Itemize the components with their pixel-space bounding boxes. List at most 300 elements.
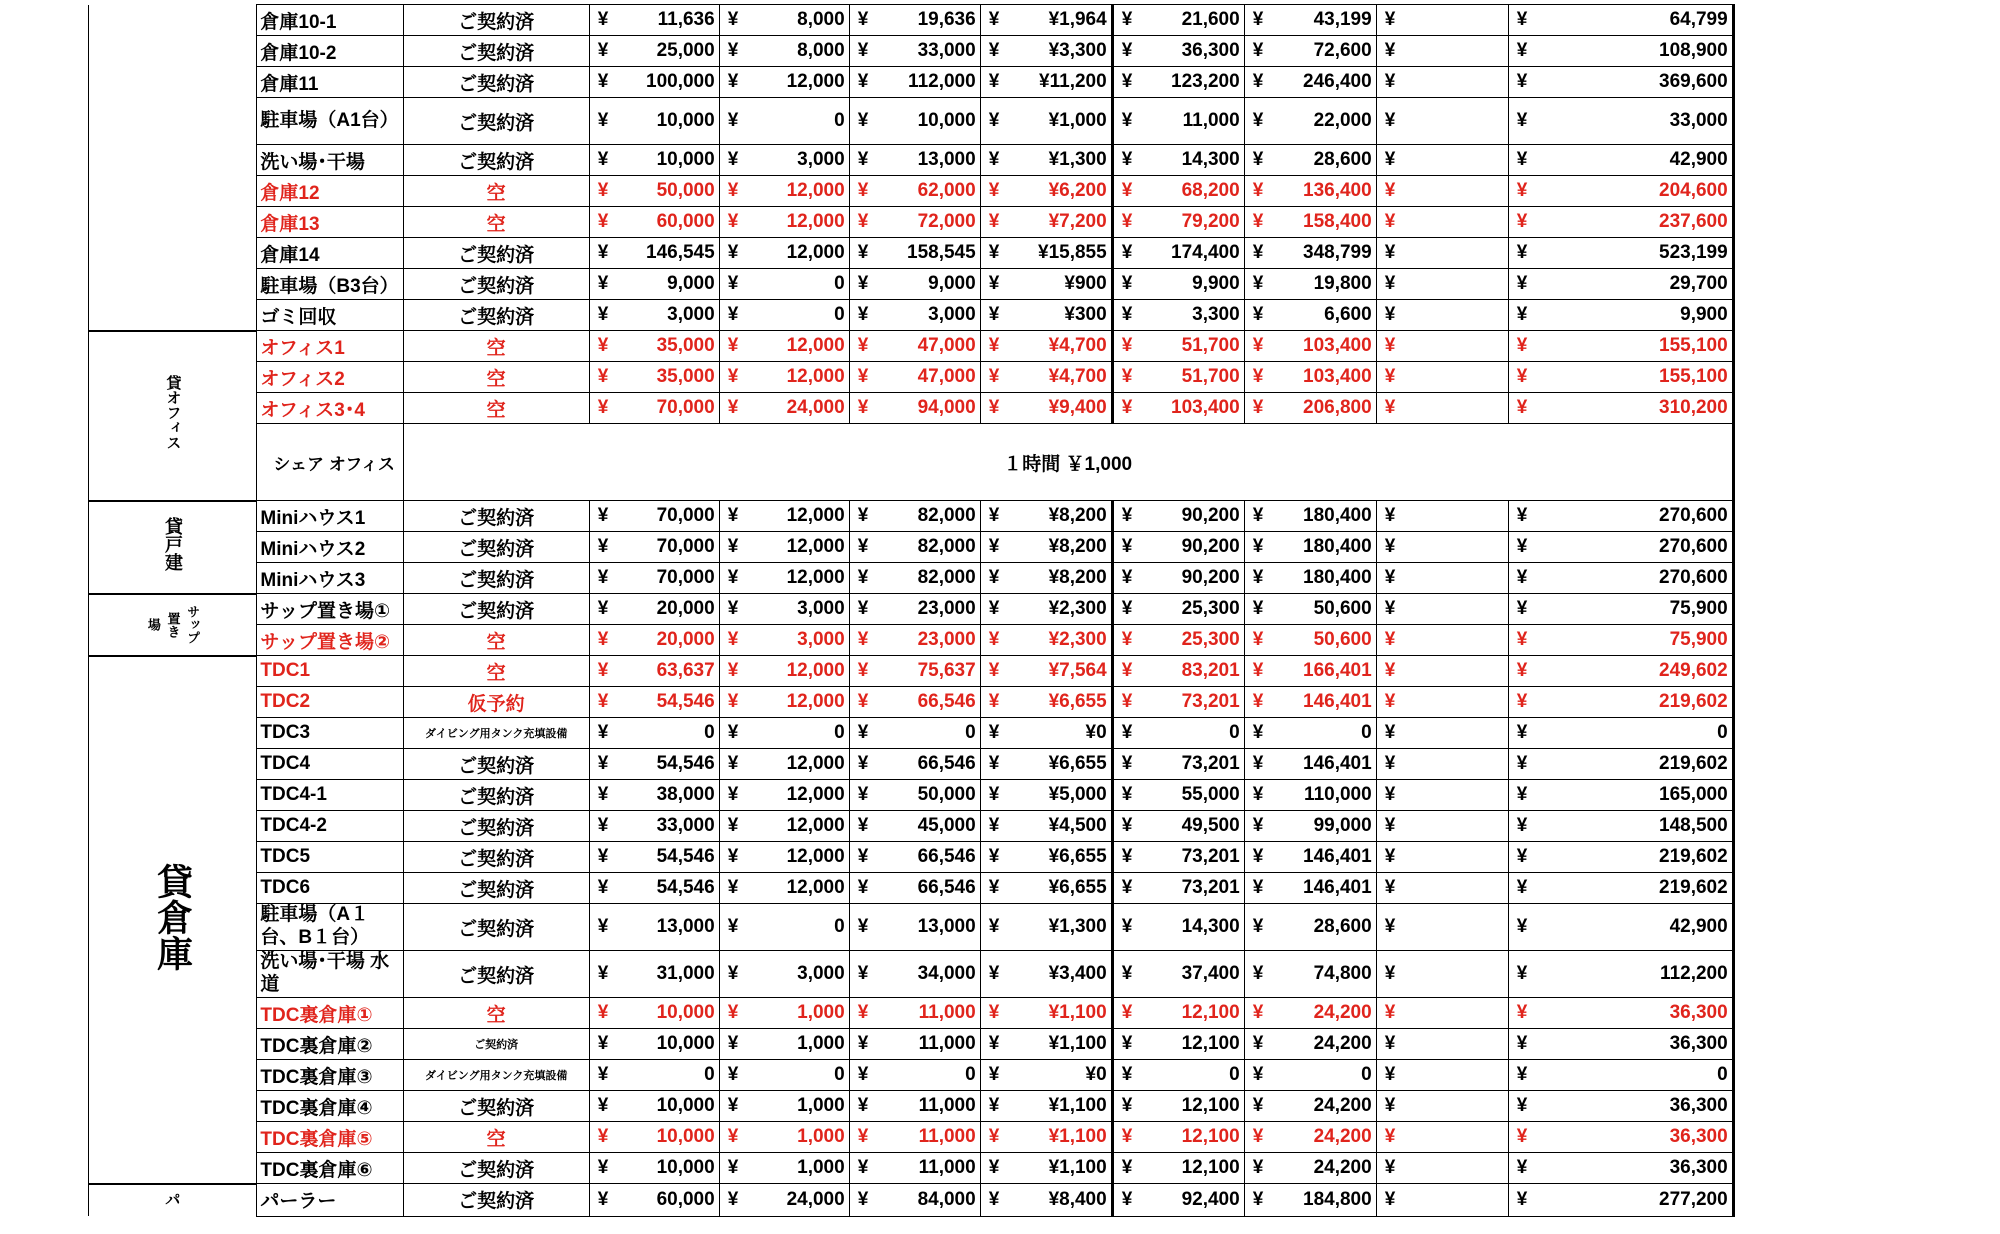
amount-cell	[1406, 1060, 1508, 1091]
yen-sign: ¥	[589, 656, 619, 687]
contract-status: 空	[403, 998, 589, 1029]
yen-sign: ¥	[1508, 625, 1538, 656]
amount-cell: 523,199	[1538, 238, 1733, 269]
yen-sign: ¥	[589, 67, 619, 98]
amount-cell: 270,600	[1538, 563, 1733, 594]
amount-cell: ¥3,400	[1010, 951, 1112, 998]
yen-sign: ¥	[849, 687, 879, 718]
table-row	[89, 1060, 1734, 1091]
yen-sign: ¥	[1508, 176, 1538, 207]
amount-cell: 103,400	[1274, 362, 1376, 393]
amount-cell: 50,000	[619, 176, 719, 207]
amount-cell: 219,602	[1538, 749, 1733, 780]
amount-cell: ¥1,100	[1010, 1153, 1112, 1184]
amount-cell	[1406, 687, 1508, 718]
yen-sign: ¥	[589, 300, 619, 331]
table-row	[89, 5, 1734, 36]
yen-sign: ¥	[1508, 67, 1538, 98]
yen-sign: ¥	[589, 5, 619, 36]
property-name: 洗い場･干場	[257, 145, 403, 176]
contract-status: ご契約済	[403, 873, 589, 904]
yen-sign: ¥	[719, 951, 749, 998]
yen-sign: ¥	[849, 1060, 879, 1091]
yen-sign: ¥	[1244, 1122, 1274, 1153]
table-row	[89, 718, 1734, 749]
amount-cell: 12,000	[749, 67, 849, 98]
table-row	[89, 269, 1734, 300]
yen-sign: ¥	[1508, 780, 1538, 811]
amount-cell: 70,000	[619, 393, 719, 424]
table-row	[89, 393, 1734, 424]
yen-sign: ¥	[1244, 269, 1274, 300]
amount-cell: 10,000	[879, 98, 980, 145]
amount-cell	[1406, 5, 1508, 36]
amount-cell: 14,300	[1142, 145, 1244, 176]
yen-sign: ¥	[849, 904, 879, 951]
amount-cell: 28,600	[1274, 145, 1376, 176]
yen-sign: ¥	[1112, 904, 1142, 951]
yen-sign: ¥	[1112, 656, 1142, 687]
amount-cell: 64,799	[1538, 5, 1733, 36]
amount-cell: 12,000	[749, 842, 849, 873]
yen-sign: ¥	[1508, 842, 1538, 873]
amount-cell: ¥6,200	[1010, 176, 1112, 207]
amount-cell	[1406, 625, 1508, 656]
amount-cell: 1,000	[749, 1029, 849, 1060]
amount-cell	[1406, 176, 1508, 207]
amount-cell: 12,000	[749, 687, 849, 718]
yen-sign: ¥	[719, 1029, 749, 1060]
amount-cell: 51,700	[1142, 362, 1244, 393]
yen-sign: ¥	[589, 207, 619, 238]
amount-cell: 21,600	[1142, 5, 1244, 36]
yen-sign: ¥	[849, 145, 879, 176]
yen-sign: ¥	[1376, 687, 1406, 718]
amount-cell: 73,201	[1142, 749, 1244, 780]
amount-cell: 82,000	[879, 563, 980, 594]
property-name: TDC裏倉庫③	[257, 1060, 403, 1091]
amount-cell: 63,637	[619, 656, 719, 687]
amount-cell: 9,900	[1142, 269, 1244, 300]
amount-cell: 23,000	[879, 625, 980, 656]
share-office-price: １時間 ￥1,000	[403, 424, 1733, 501]
property-name: 倉庫11	[257, 67, 403, 98]
yen-sign: ¥	[1376, 501, 1406, 532]
yen-sign: ¥	[1376, 67, 1406, 98]
yen-sign: ¥	[1376, 904, 1406, 951]
amount-cell: 47,000	[879, 362, 980, 393]
amount-cell: ¥4,700	[1010, 331, 1112, 362]
share-office-row	[89, 424, 1734, 501]
yen-sign: ¥	[589, 998, 619, 1029]
yen-sign: ¥	[849, 393, 879, 424]
amount-cell	[1406, 811, 1508, 842]
amount-cell: 42,900	[1538, 904, 1733, 951]
amount-cell: 92,400	[1142, 1184, 1244, 1217]
yen-sign: ¥	[1376, 594, 1406, 625]
yen-sign: ¥	[719, 687, 749, 718]
amount-cell: 11,000	[879, 998, 980, 1029]
amount-cell: 66,546	[879, 749, 980, 780]
amount-cell: 1,000	[749, 998, 849, 1029]
yen-sign: ¥	[849, 98, 879, 145]
contract-status: 空	[403, 1122, 589, 1153]
amount-cell: 36,300	[1538, 1091, 1733, 1122]
category-warehouse	[89, 656, 257, 1184]
yen-sign: ¥	[1508, 300, 1538, 331]
amount-cell: 10,000	[619, 1091, 719, 1122]
amount-cell	[1406, 36, 1508, 67]
amount-cell: 35,000	[619, 362, 719, 393]
yen-sign: ¥	[1376, 873, 1406, 904]
yen-sign: ¥	[1376, 1153, 1406, 1184]
yen-sign: ¥	[1112, 563, 1142, 594]
yen-sign: ¥	[1112, 780, 1142, 811]
amount-cell: 12,100	[1142, 1091, 1244, 1122]
yen-sign: ¥	[1244, 1091, 1274, 1122]
amount-cell	[1406, 749, 1508, 780]
table-row	[89, 904, 1734, 951]
amount-cell: 0	[1142, 1060, 1244, 1091]
amount-cell	[1406, 331, 1508, 362]
amount-cell: 1,000	[749, 1122, 849, 1153]
amount-cell: 0	[749, 904, 849, 951]
amount-cell: 155,100	[1538, 331, 1733, 362]
amount-cell: 75,900	[1538, 594, 1733, 625]
contract-status: ダイビング用タンク充填設備	[403, 718, 589, 749]
yen-sign: ¥	[1508, 269, 1538, 300]
amount-cell: 246,400	[1274, 67, 1376, 98]
amount-cell: 146,401	[1274, 842, 1376, 873]
yen-sign: ¥	[849, 811, 879, 842]
amount-cell: 25,300	[1142, 625, 1244, 656]
yen-sign: ¥	[719, 563, 749, 594]
yen-sign: ¥	[980, 951, 1010, 998]
yen-sign: ¥	[980, 145, 1010, 176]
contract-status: ご契約済	[403, 811, 589, 842]
property-name: サップ置き場①	[257, 594, 403, 625]
yen-sign: ¥	[1508, 749, 1538, 780]
amount-cell: 277,200	[1538, 1184, 1733, 1217]
contract-status: ご契約済	[403, 5, 589, 36]
amount-cell: 19,636	[879, 5, 980, 36]
amount-cell: ¥1,100	[1010, 1122, 1112, 1153]
yen-sign: ¥	[719, 1153, 749, 1184]
amount-cell: 9,000	[619, 269, 719, 300]
yen-sign: ¥	[719, 98, 749, 145]
amount-cell: 24,200	[1274, 1122, 1376, 1153]
yen-sign: ¥	[719, 811, 749, 842]
yen-sign: ¥	[1508, 98, 1538, 145]
property-name: ゴミ回収	[257, 300, 403, 331]
amount-cell: 72,600	[1274, 36, 1376, 67]
yen-sign: ¥	[1508, 998, 1538, 1029]
amount-cell: 82,000	[879, 501, 980, 532]
amount-cell	[1406, 1029, 1508, 1060]
amount-cell: 68,200	[1142, 176, 1244, 207]
yen-sign: ¥	[1508, 501, 1538, 532]
yen-sign: ¥	[1376, 951, 1406, 998]
amount-cell: 49,500	[1142, 811, 1244, 842]
contract-status: ご契約済	[403, 749, 589, 780]
yen-sign: ¥	[1376, 393, 1406, 424]
property-name: 倉庫12	[257, 176, 403, 207]
yen-sign: ¥	[1508, 904, 1538, 951]
property-name: Miniハウス1	[257, 501, 403, 532]
contract-status: ご契約済	[403, 269, 589, 300]
yen-sign: ¥	[849, 331, 879, 362]
category-label: サップ	[185, 605, 201, 644]
yen-sign: ¥	[589, 1060, 619, 1091]
property-name: 倉庫10-1	[257, 5, 403, 36]
yen-sign: ¥	[1244, 811, 1274, 842]
amount-cell: 11,000	[1142, 98, 1244, 145]
yen-sign: ¥	[1112, 362, 1142, 393]
amount-cell: ¥4,500	[1010, 811, 1112, 842]
amount-cell: ¥6,655	[1010, 842, 1112, 873]
table-row	[89, 532, 1734, 563]
yen-sign: ¥	[589, 362, 619, 393]
amount-cell: 0	[749, 300, 849, 331]
contract-status: ご契約済	[403, 594, 589, 625]
contract-status: 空	[403, 331, 589, 362]
amount-cell: 90,200	[1142, 532, 1244, 563]
amount-cell: ¥8,200	[1010, 532, 1112, 563]
amount-cell: ¥6,655	[1010, 687, 1112, 718]
amount-cell: 33,000	[1538, 98, 1733, 145]
amount-cell: 0	[619, 718, 719, 749]
yen-sign: ¥	[1244, 501, 1274, 532]
amount-cell: 35,000	[619, 331, 719, 362]
property-name: オフィス3･4	[257, 393, 403, 424]
yen-sign: ¥	[1112, 625, 1142, 656]
yen-sign: ¥	[1376, 5, 1406, 36]
yen-sign: ¥	[719, 1122, 749, 1153]
table-row	[89, 207, 1734, 238]
rental-price-sheet	[88, 4, 1735, 1217]
amount-cell: 12,000	[749, 811, 849, 842]
contract-status: ダイビング用タンク充填設備	[403, 1060, 589, 1091]
yen-sign: ¥	[1508, 36, 1538, 67]
yen-sign: ¥	[849, 238, 879, 269]
yen-sign: ¥	[1508, 393, 1538, 424]
amount-cell: 1,000	[749, 1153, 849, 1184]
contract-status: ご契約済	[403, 904, 589, 951]
amount-cell: 3,000	[749, 625, 849, 656]
yen-sign: ¥	[719, 5, 749, 36]
yen-sign: ¥	[980, 532, 1010, 563]
yen-sign: ¥	[1112, 176, 1142, 207]
amount-cell	[1406, 238, 1508, 269]
category-cell-top	[89, 5, 257, 331]
yen-sign: ¥	[980, 873, 1010, 904]
amount-cell: 12,000	[749, 207, 849, 238]
table-row	[89, 67, 1734, 98]
table-row	[89, 1153, 1734, 1184]
yen-sign: ¥	[1112, 36, 1142, 67]
yen-sign: ¥	[1112, 1153, 1142, 1184]
property-name: オフィス1	[257, 331, 403, 362]
amount-cell: 12,100	[1142, 1153, 1244, 1184]
amount-cell	[1406, 269, 1508, 300]
yen-sign: ¥	[1244, 362, 1274, 393]
amount-cell: 73,201	[1142, 873, 1244, 904]
table-row	[89, 687, 1734, 718]
category-label: 置き	[165, 611, 181, 638]
yen-sign: ¥	[980, 749, 1010, 780]
property-name: 駐車場（A１台、B１台）	[257, 904, 403, 951]
yen-sign: ¥	[980, 625, 1010, 656]
yen-sign: ¥	[1508, 594, 1538, 625]
yen-sign: ¥	[1508, 207, 1538, 238]
yen-sign: ¥	[980, 67, 1010, 98]
yen-sign: ¥	[980, 362, 1010, 393]
amount-cell: 66,546	[879, 842, 980, 873]
amount-cell: 180,400	[1274, 501, 1376, 532]
amount-cell: 31,000	[619, 951, 719, 998]
amount-cell: 34,000	[879, 951, 980, 998]
yen-sign: ¥	[719, 145, 749, 176]
yen-sign: ¥	[980, 687, 1010, 718]
yen-sign: ¥	[1112, 393, 1142, 424]
amount-cell: 180,400	[1274, 532, 1376, 563]
yen-sign: ¥	[1508, 331, 1538, 362]
amount-cell: 10,000	[619, 998, 719, 1029]
yen-sign: ¥	[719, 1060, 749, 1091]
amount-cell: 0	[749, 1060, 849, 1091]
amount-cell	[1406, 145, 1508, 176]
yen-sign: ¥	[1244, 718, 1274, 749]
yen-sign: ¥	[1244, 1184, 1274, 1217]
yen-sign: ¥	[849, 269, 879, 300]
contract-status: 空	[403, 176, 589, 207]
table-row	[89, 36, 1734, 67]
yen-sign: ¥	[1508, 563, 1538, 594]
yen-sign: ¥	[849, 1153, 879, 1184]
yen-sign: ¥	[719, 1184, 749, 1217]
amount-cell	[1406, 563, 1508, 594]
yen-sign: ¥	[719, 656, 749, 687]
amount-cell: 11,000	[879, 1153, 980, 1184]
yen-sign: ¥	[1376, 207, 1406, 238]
contract-status: 空	[403, 207, 589, 238]
amount-cell: 94,000	[879, 393, 980, 424]
property-name: Miniハウス3	[257, 563, 403, 594]
yen-sign: ¥	[849, 951, 879, 998]
yen-sign: ¥	[980, 998, 1010, 1029]
yen-sign: ¥	[849, 1091, 879, 1122]
property-name: 倉庫13	[257, 207, 403, 238]
yen-sign: ¥	[589, 951, 619, 998]
amount-cell: 24,200	[1274, 1153, 1376, 1184]
table-row	[89, 238, 1734, 269]
amount-cell: 90,200	[1142, 501, 1244, 532]
amount-cell: ¥8,200	[1010, 501, 1112, 532]
amount-cell: ¥3,300	[1010, 36, 1112, 67]
amount-cell: 270,600	[1538, 532, 1733, 563]
yen-sign: ¥	[980, 176, 1010, 207]
amount-cell: 0	[749, 98, 849, 145]
table-row	[89, 501, 1734, 532]
amount-cell: 50,600	[1274, 625, 1376, 656]
share-office-name: シェア オフィス	[257, 424, 403, 501]
yen-sign: ¥	[1376, 532, 1406, 563]
yen-sign: ¥	[980, 594, 1010, 625]
yen-sign: ¥	[719, 594, 749, 625]
property-name: TDC1	[257, 656, 403, 687]
yen-sign: ¥	[849, 842, 879, 873]
amount-cell: 99,000	[1274, 811, 1376, 842]
amount-cell	[1406, 1091, 1508, 1122]
property-name: TDC裏倉庫④	[257, 1091, 403, 1122]
yen-sign: ¥	[1376, 1122, 1406, 1153]
yen-sign: ¥	[849, 1029, 879, 1060]
yen-sign: ¥	[1244, 176, 1274, 207]
amount-cell: 12,000	[749, 749, 849, 780]
contract-status: ご契約済	[403, 145, 589, 176]
amount-cell: 12,000	[749, 780, 849, 811]
yen-sign: ¥	[1376, 300, 1406, 331]
yen-sign: ¥	[1244, 951, 1274, 998]
yen-sign: ¥	[1376, 749, 1406, 780]
yen-sign: ¥	[589, 1091, 619, 1122]
yen-sign: ¥	[1508, 532, 1538, 563]
yen-sign: ¥	[980, 269, 1010, 300]
yen-sign: ¥	[1112, 718, 1142, 749]
yen-sign: ¥	[849, 780, 879, 811]
amount-cell: ¥8,400	[1010, 1184, 1112, 1217]
contract-status: ご契約済	[403, 951, 589, 998]
property-name: TDC裏倉庫⑥	[257, 1153, 403, 1184]
yen-sign: ¥	[1112, 749, 1142, 780]
yen-sign: ¥	[1376, 362, 1406, 393]
contract-status: ご契約済	[403, 98, 589, 145]
amount-cell: 66,546	[879, 687, 980, 718]
amount-cell: ¥0	[1010, 1060, 1112, 1091]
yen-sign: ¥	[1508, 1060, 1538, 1091]
amount-cell: 70,000	[619, 532, 719, 563]
amount-cell: 24,200	[1274, 1029, 1376, 1060]
amount-cell: 1,000	[749, 1091, 849, 1122]
yen-sign: ¥	[1508, 873, 1538, 904]
amount-cell: 0	[619, 1060, 719, 1091]
yen-sign: ¥	[589, 238, 619, 269]
amount-cell	[1406, 1122, 1508, 1153]
amount-cell: 51,700	[1142, 331, 1244, 362]
amount-cell: 174,400	[1142, 238, 1244, 269]
amount-cell: 158,400	[1274, 207, 1376, 238]
amount-cell	[1406, 594, 1508, 625]
amount-cell: 50,600	[1274, 594, 1376, 625]
yen-sign: ¥	[719, 207, 749, 238]
amount-cell: 24,000	[749, 393, 849, 424]
yen-sign: ¥	[1112, 842, 1142, 873]
amount-cell	[1406, 300, 1508, 331]
yen-sign: ¥	[719, 67, 749, 98]
amount-cell: 20,000	[619, 594, 719, 625]
yen-sign: ¥	[719, 501, 749, 532]
yen-sign: ¥	[719, 269, 749, 300]
yen-sign: ¥	[1376, 1091, 1406, 1122]
amount-cell: ¥9,400	[1010, 393, 1112, 424]
yen-sign: ¥	[1112, 1060, 1142, 1091]
amount-cell: 45,000	[879, 811, 980, 842]
yen-sign: ¥	[1508, 1029, 1538, 1060]
yen-sign: ¥	[980, 501, 1010, 532]
amount-cell: ¥7,564	[1010, 656, 1112, 687]
amount-cell: 14,300	[1142, 904, 1244, 951]
yen-sign: ¥	[1112, 331, 1142, 362]
